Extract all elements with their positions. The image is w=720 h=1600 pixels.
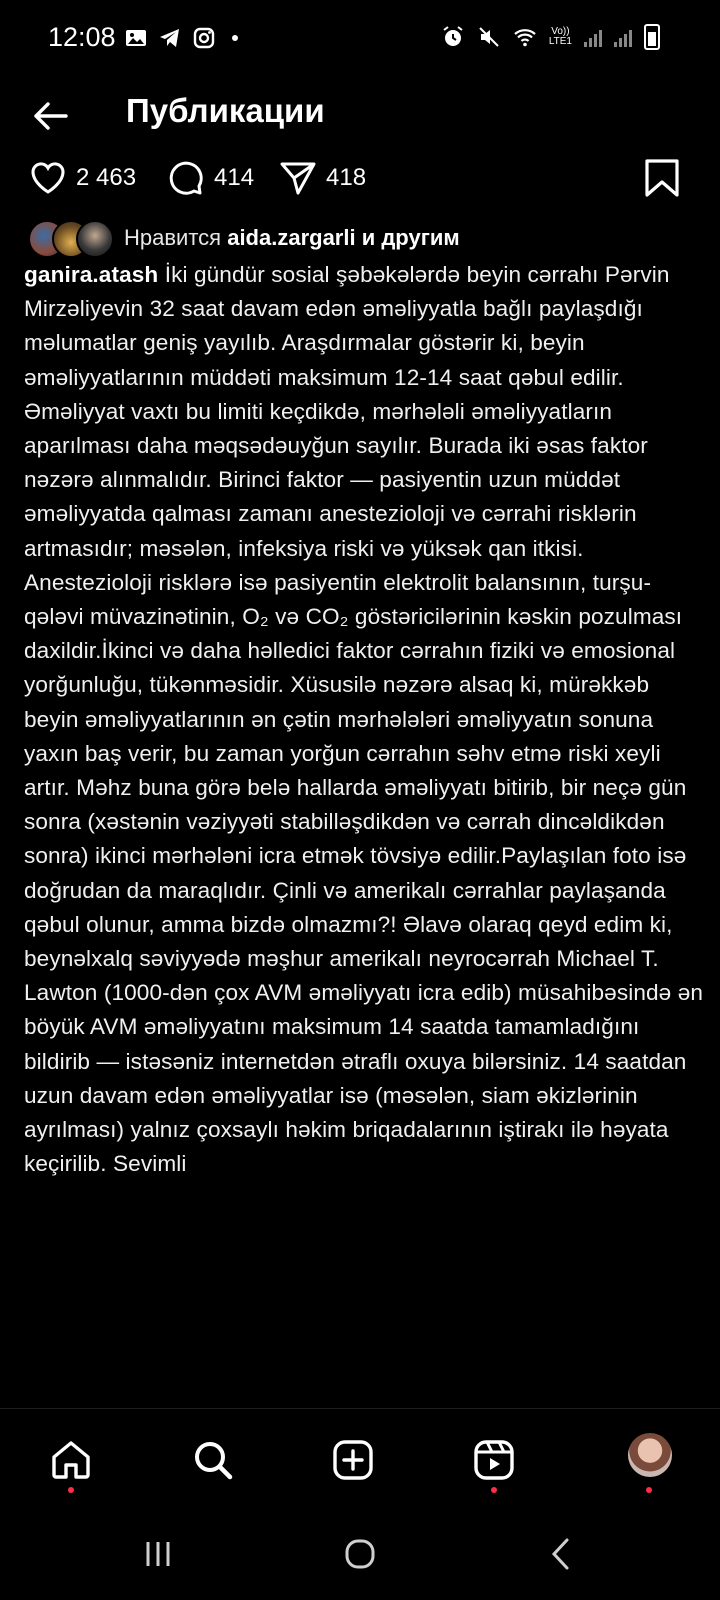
comments-count: 414 [214,164,255,191]
chevron-left-icon [542,1534,582,1574]
home-circle-icon [340,1534,380,1574]
mute-icon [477,25,501,49]
wifi-icon [513,25,537,49]
arrow-left-icon[interactable] [28,94,72,138]
gallery-icon [124,26,148,50]
instagram-icon [192,26,216,50]
liked-by-row[interactable] [28,218,460,258]
notification-dot-icon [68,1487,74,1493]
reels-icon [471,1437,517,1483]
like-button[interactable] [28,156,136,200]
nav-home[interactable] [48,1437,94,1483]
post-caption [24,258,704,1398]
recents-button[interactable] [138,1534,178,1574]
liked-by-text [124,225,460,251]
back-system-button[interactable] [542,1534,582,1574]
bottom-nav [0,1408,720,1509]
liked-by-suffix: и другим [355,225,460,250]
page-title: Публикации [126,92,325,129]
caption-text: İki gündür sosial şəbəkələrdə beyin cərrahı Pərvin Mirzəliyevin 32 saat davam edən əməliyyatla bağlı paylaşdığı məlumatlar geniş yayılıb. Araşdırmalar göstərir ki, beyin əməliyyatlarının müddəti maksimum 12-14 saat qəbul edilir. Əməliyyat vaxtı bu limiti keçdikdə, mərhələli əməliyyatların aparılması daha məqsədəuyğun sayılır. Burada iki əsas faktor nəzərə alınmalıdır. Birinci faktor — pasiyentin uzun müddət əməliyyatda qalması zamanı anestezioloji və cərrahi risklərin artmasıdır; məsələn, infeksiya riski və yüksək qan itkisi. Anestezioloji risklərə isə pasiyentin elektrolit balansının, turşu-qələvi müvazinətinin, O₂ və CO₂ göstəricilərinin kəskin pozulması daxildir.İkinci və daha həlledici faktor cərrahın fiziki və emosional yorğunluğu, tükənməsidir. Xüsusilə nəzərə alsaq ki, mürəkkəb beyin əməliyyatlarının ən çətin mərhələləri əməliyyatın sonuna yaxın baş verir, bu zaman yorğun cərrahın səhv etmə riski xeyli artır. Məhz buna görə belə hallarda əməliyyatı bitirib, bir neçə gün sonra (xəstənin vəziyyəti stabilləşdikdən və cərrah dincəldikdən sonra) ikinci mərhələni icra etmək tövsiyə edilir.Paylaşılan foto isə doğrudan da maraqlıdır. Çinli və amerikalı cərrahlar paylaşanda qəbul olunur, amma bizdə olmazmı?! Əlavə olaraq qeyd edim ki, beynəlxalq səviyyədə məşhur amerikalı neyrocərrah Michael T. Lawton (1000-dən çox AVM əməliyyatı icra edib) müsahibəsində ən böyük AVM əməliyyatını maksimum 14 saatda tamamladığını bildirib — istəsəniz internetdən ətraflı oxuya bilərsiniz. 14 saatdan uzun davam edən əməliyyatlar isə (məsələn, siam əkizlərinin ayrılması) yalnız çoxsaylı həkim briqadalarının iştirakı ilə həyata keçirilib. Sevimli [24,262,704,1177]
caption-author[interactable]: ganira.atash [24,262,159,287]
status-time: 12:08 [48,22,116,52]
share-button[interactable] [278,156,366,200]
create-icon [330,1437,376,1483]
home-icon [48,1437,94,1483]
volte-label: Vo)) [551,26,570,37]
telegram-icon [158,26,182,50]
send-icon [278,158,318,198]
status-bar [0,0,720,80]
system-navigation-bar [0,1508,720,1600]
search-icon [190,1437,236,1483]
profile-avatar[interactable] [628,1433,672,1477]
signal-icon [614,27,632,47]
liked-by-avatars [28,220,112,256]
likes-count: 2 463 [76,164,137,191]
notification-dot-icon [232,35,238,41]
recents-icon [138,1534,178,1574]
bookmark-icon[interactable] [644,158,680,198]
liked-by-prefix: Нравится [124,225,228,250]
comment-icon [166,158,206,198]
heart-icon [28,158,68,198]
volte-lte-icon [549,27,572,47]
status-left-icons [124,26,238,50]
signal-icon [584,27,602,47]
lte-label: LTE1 [548,36,572,47]
liked-by-user[interactable]: aida.zargarli [227,225,356,250]
notification-dot-icon [491,1487,497,1493]
nav-reels[interactable] [471,1437,517,1483]
header [0,80,720,150]
alarm-icon [441,25,465,49]
nav-search[interactable] [190,1437,236,1483]
post-actions [0,150,720,206]
home-system-button[interactable] [340,1534,380,1574]
nav-create[interactable] [330,1437,376,1483]
status-right-icons [441,24,660,50]
shares-count: 418 [326,164,367,191]
notification-dot-icon [646,1487,652,1493]
comment-button[interactable] [166,156,254,200]
avatar [76,220,114,258]
battery-icon [644,24,660,50]
